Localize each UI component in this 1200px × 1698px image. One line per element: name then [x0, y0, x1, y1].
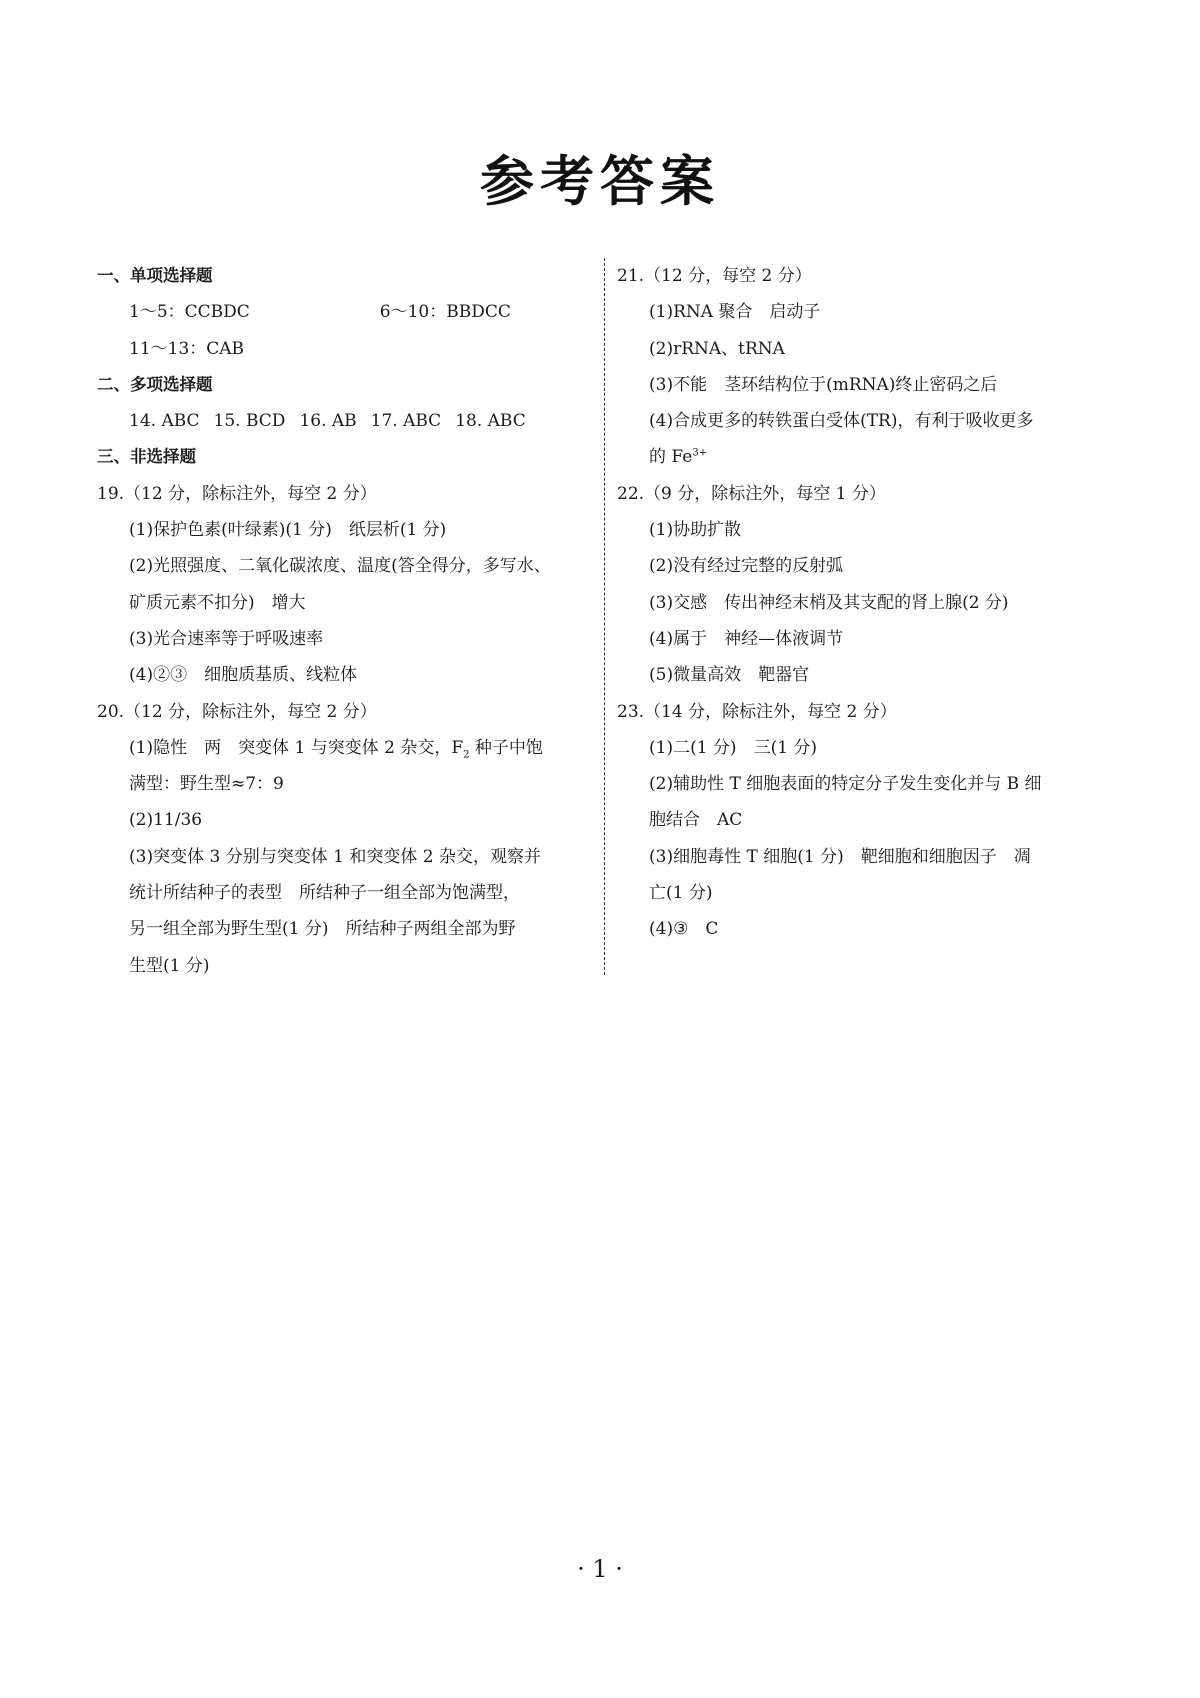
q20-answer-3-cont: 生型(1 分) [129, 955, 210, 976]
q19-answer-1: (1)保护色素(叶绿素)(1 分) 纸层析(1 分) [129, 520, 447, 541]
right-column [617, 258, 1117, 948]
page-title: 参考答案 [480, 150, 720, 213]
answer-17: 17. ABC [370, 411, 442, 432]
q23-answer-1: (1)二(1 分) 三(1 分) [649, 737, 818, 758]
answer-15: 15. BCD [213, 411, 286, 432]
q22-answer-3: (3)交感 传出神经末梢及其支配的肾上腺(2 分) [649, 592, 1009, 613]
q21-answer-4-text: 的 Fe [649, 447, 693, 468]
q23-header: 23.（14 分，除标注外，每空 2 分） [617, 701, 897, 722]
answer-14: 14. ABC [129, 411, 200, 432]
section-multiple-choice: 二、多项选择题 [97, 374, 213, 394]
q23-answer-3-cont: 亡(1 分) [649, 883, 713, 904]
answer-11-13: 11～13：CAB [129, 338, 245, 359]
q22-header: 22.（9 分，除标注外，每空 1 分） [617, 483, 886, 504]
q21-answer-4-cont [617, 439, 1117, 475]
q19-header: 19.（12 分，除标注外，每空 2 分） [97, 483, 377, 504]
q21-answer-1: (1)RNA 聚合 启动子 [649, 302, 821, 323]
superscript: 3+ [692, 447, 708, 459]
q19-answer-2: (2)光照强度、二氧化碳浓度、温度(答全得分，多写水、 [129, 556, 551, 577]
q19-answer-2-cont: 矿质元素不扣分) 增大 [129, 592, 306, 613]
q20-answer-3-cont: 另一组全部为野生型(1 分) 所结种子两组全部为野 [129, 919, 516, 940]
q22-answer-5: (5)微量高效 靶器官 [649, 665, 810, 686]
section-single-choice: 一、单项选择题 [97, 266, 213, 285]
q20-answer-1 [97, 730, 597, 766]
q21-answer-2: (2)rRNA、tRNA [649, 338, 785, 359]
column-divider [604, 258, 605, 975]
answer-line [97, 403, 597, 439]
section-non-choice: 三、非选择题 [97, 447, 196, 467]
q21-answer-3: (3)不能 茎环结构位于(mRNA)终止密码之后 [649, 374, 998, 395]
q23-answer-2: (2)辅助性 T 细胞表面的特定分子发生变化并与 B 细 [649, 774, 1042, 795]
q20-answer-3: (3)突变体 3 分别与突变体 1 和突变体 2 杂交，观察并 [129, 846, 541, 867]
answer-6-10: 6～10：BBDCC [379, 302, 511, 323]
q23-answer-3: (3)细胞毒性 T 细胞(1 分) 靶细胞和细胞因子 凋 [649, 846, 1031, 867]
q19-answer-3: (3)光合速率等于呼吸速率 [129, 628, 324, 649]
q20-answer-2: (2)11/36 [129, 810, 203, 831]
q20-answer-1-text-end: 种子中饱 [469, 737, 543, 758]
q22-answer-4: (4)属于 神经—体液调节 [649, 628, 844, 649]
left-column [97, 258, 597, 984]
q23-answer-4: (4)③ C [649, 919, 719, 940]
answer-18: 18. ABC [455, 411, 526, 432]
q20-header: 20.（12 分，除标注外，每空 2 分） [97, 701, 377, 722]
q23-answer-2-cont: 胞结合 AC [649, 810, 743, 831]
q20-answer-1-text: (1)隐性 两 突变体 1 与突变体 2 杂交，F [129, 737, 464, 758]
q20-answer-3-cont: 统计所结种子的表型 所结种子一组全部为饱满型， [129, 883, 520, 904]
page-number: · 1 · [577, 1555, 623, 1583]
q22-answer-2: (2)没有经过完整的反射弧 [649, 556, 844, 577]
answer-line [97, 294, 597, 330]
q20-answer-1-cont: 满型：野生型≈7：9 [129, 774, 284, 795]
q21-answer-4: (4)合成更多的转铁蛋白受体(TR)，有利于吸收更多 [649, 411, 1034, 432]
q22-answer-1: (1)协助扩散 [649, 520, 742, 541]
q19-answer-4: (4)②③ 细胞质基质、线粒体 [129, 665, 358, 686]
answer-1-5: 1～5：CCBDC [129, 302, 250, 323]
answer-16: 16. AB [299, 411, 357, 432]
q21-header: 21.（12 分，每空 2 分） [617, 266, 812, 286]
subscript: 2 [463, 749, 470, 761]
